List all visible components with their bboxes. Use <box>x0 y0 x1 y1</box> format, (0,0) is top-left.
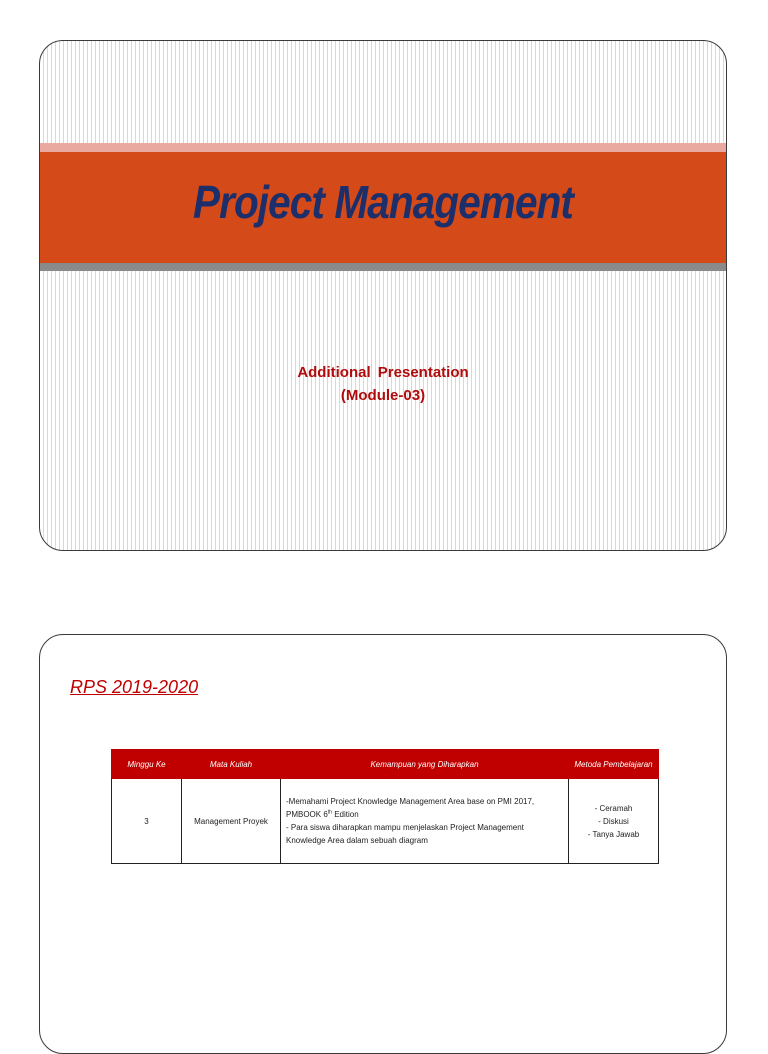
slide-title: Project Management <box>192 176 574 228</box>
slide-module-label: (Module-03) <box>340 387 426 404</box>
metoda-item: - Tanya Jawab <box>587 829 640 839</box>
header-metoda: Metoda Pembelajaran <box>569 750 659 779</box>
table-header-row <box>112 750 659 779</box>
cell-metoda <box>569 779 659 864</box>
kemampuan-superscript: th <box>327 809 332 816</box>
header-minggu-ke: Minggu Ke <box>112 750 182 779</box>
title-band-bottom-stripe <box>40 263 726 271</box>
kemampuan-text-1: -Memahami Project Knowledge Management Area base on PMI 2017, PMBOOK 6 <box>286 797 535 819</box>
title-band-top-stripe <box>40 143 726 152</box>
kemampuan-text-2: Edition <box>331 810 359 819</box>
kemampuan-text-3: - Para siswa diharapkan mampu menjelaskan Project Management Knowledge Area dalam sebuah diagram <box>286 823 524 845</box>
cell-mata-kuliah: Management Proyek <box>182 779 281 864</box>
table-row <box>112 779 659 864</box>
metoda-item: - Ceramah <box>594 803 633 813</box>
cell-minggu: 3 <box>112 779 182 864</box>
slide-subtitle: Additional Presentation <box>297 364 469 381</box>
title-slide <box>39 40 727 551</box>
header-kemampuan: Kemampuan yang Diharapkan <box>281 750 569 779</box>
metoda-item: - Diskusi <box>598 816 629 826</box>
rps-heading: RPS 2019-2020 <box>70 677 199 697</box>
header-mata-kuliah: Mata Kuliah <box>182 750 281 779</box>
rps-table <box>111 749 659 864</box>
rps-slide <box>39 634 727 1054</box>
cell-kemampuan <box>281 779 569 864</box>
